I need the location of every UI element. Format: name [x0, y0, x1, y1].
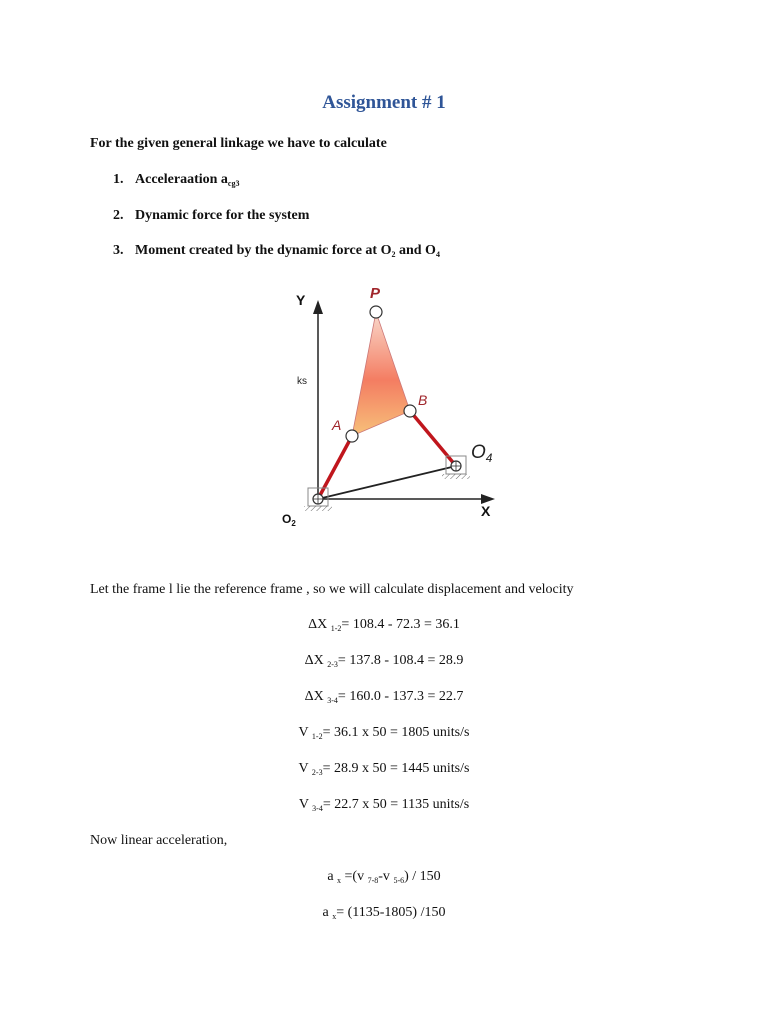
equation-ax-formula: a $_x$ =(v $_{7-8}$-v $_{5-6}$) / 150: [327, 869, 441, 885]
page-title: Assignment # 1: [322, 92, 446, 113]
x-label: X: [481, 503, 491, 519]
input-link: [318, 436, 352, 499]
equation-ax-values: a $_x$= (1135-1805) /150: [322, 905, 446, 921]
list-text: and O: [395, 243, 436, 258]
o4-label: $O_4$: [471, 442, 493, 465]
coupler-triangle: [352, 312, 410, 436]
list-number: 1.: [113, 172, 124, 187]
intro-text: For the given general linkage we have to calculate: [90, 136, 387, 151]
list-subscript: 2: [391, 250, 396, 259]
ks-label: ks: [297, 376, 307, 387]
y-axis-arrow: [313, 300, 323, 314]
p-label: P: [370, 285, 381, 302]
output-link: [410, 411, 456, 466]
list-subscript: 4: [435, 250, 440, 259]
paragraph-linear-acceleration: Now linear acceleration,: [90, 833, 228, 848]
equation-dx-3-4: ΔX $_{3-4}$= 160.0 - 137.3 = 22.7: [304, 689, 464, 705]
a-label: A: [332, 417, 342, 433]
ground-hatch-o2: [304, 506, 332, 511]
list-text: Acceleraation a: [135, 172, 228, 187]
linkage-figure: [270, 280, 510, 535]
o2-label: $O_2$: [282, 512, 296, 528]
list-text: Moment created by the dynamic force at O: [135, 243, 392, 258]
list-item: [113, 172, 239, 188]
equation-v-2-3: V $_{2-3}$= 28.9 x 50 = 1445 units/s: [298, 761, 470, 777]
paragraph-reference-frame: Let the frame l lie the reference frame , so we will calculate displacement and velocity: [90, 582, 574, 597]
list-subscript: cg3: [227, 179, 240, 188]
list-item: [113, 243, 440, 259]
pin-b: [404, 405, 416, 417]
ground-hatch-o4: [442, 474, 470, 479]
ground-link: [318, 466, 456, 499]
equation-v-3-4: V $_{3-4}$= 22.7 x 50 = 1135 units/s: [298, 797, 470, 813]
pin-a: [346, 430, 358, 442]
list-item: [113, 208, 309, 224]
list-number: 3.: [113, 243, 124, 258]
equation-v-1-2: V $_{1-2}$= 36.1 x 50 = 1805 units/s: [298, 725, 470, 741]
y-label: Y: [296, 292, 306, 308]
equation-dx-1-2: ΔX $_{1-2}$= 108.4 - 72.3 = 36.1: [308, 617, 460, 633]
equation-dx-2-3: ΔX $_{2-3}$= 137.8 - 108.4 = 28.9: [304, 653, 464, 669]
list-number: 2.: [113, 208, 124, 223]
pin-p: [370, 306, 382, 318]
list-text: Dynamic force for the system: [135, 208, 310, 223]
b-label: B: [418, 392, 428, 408]
